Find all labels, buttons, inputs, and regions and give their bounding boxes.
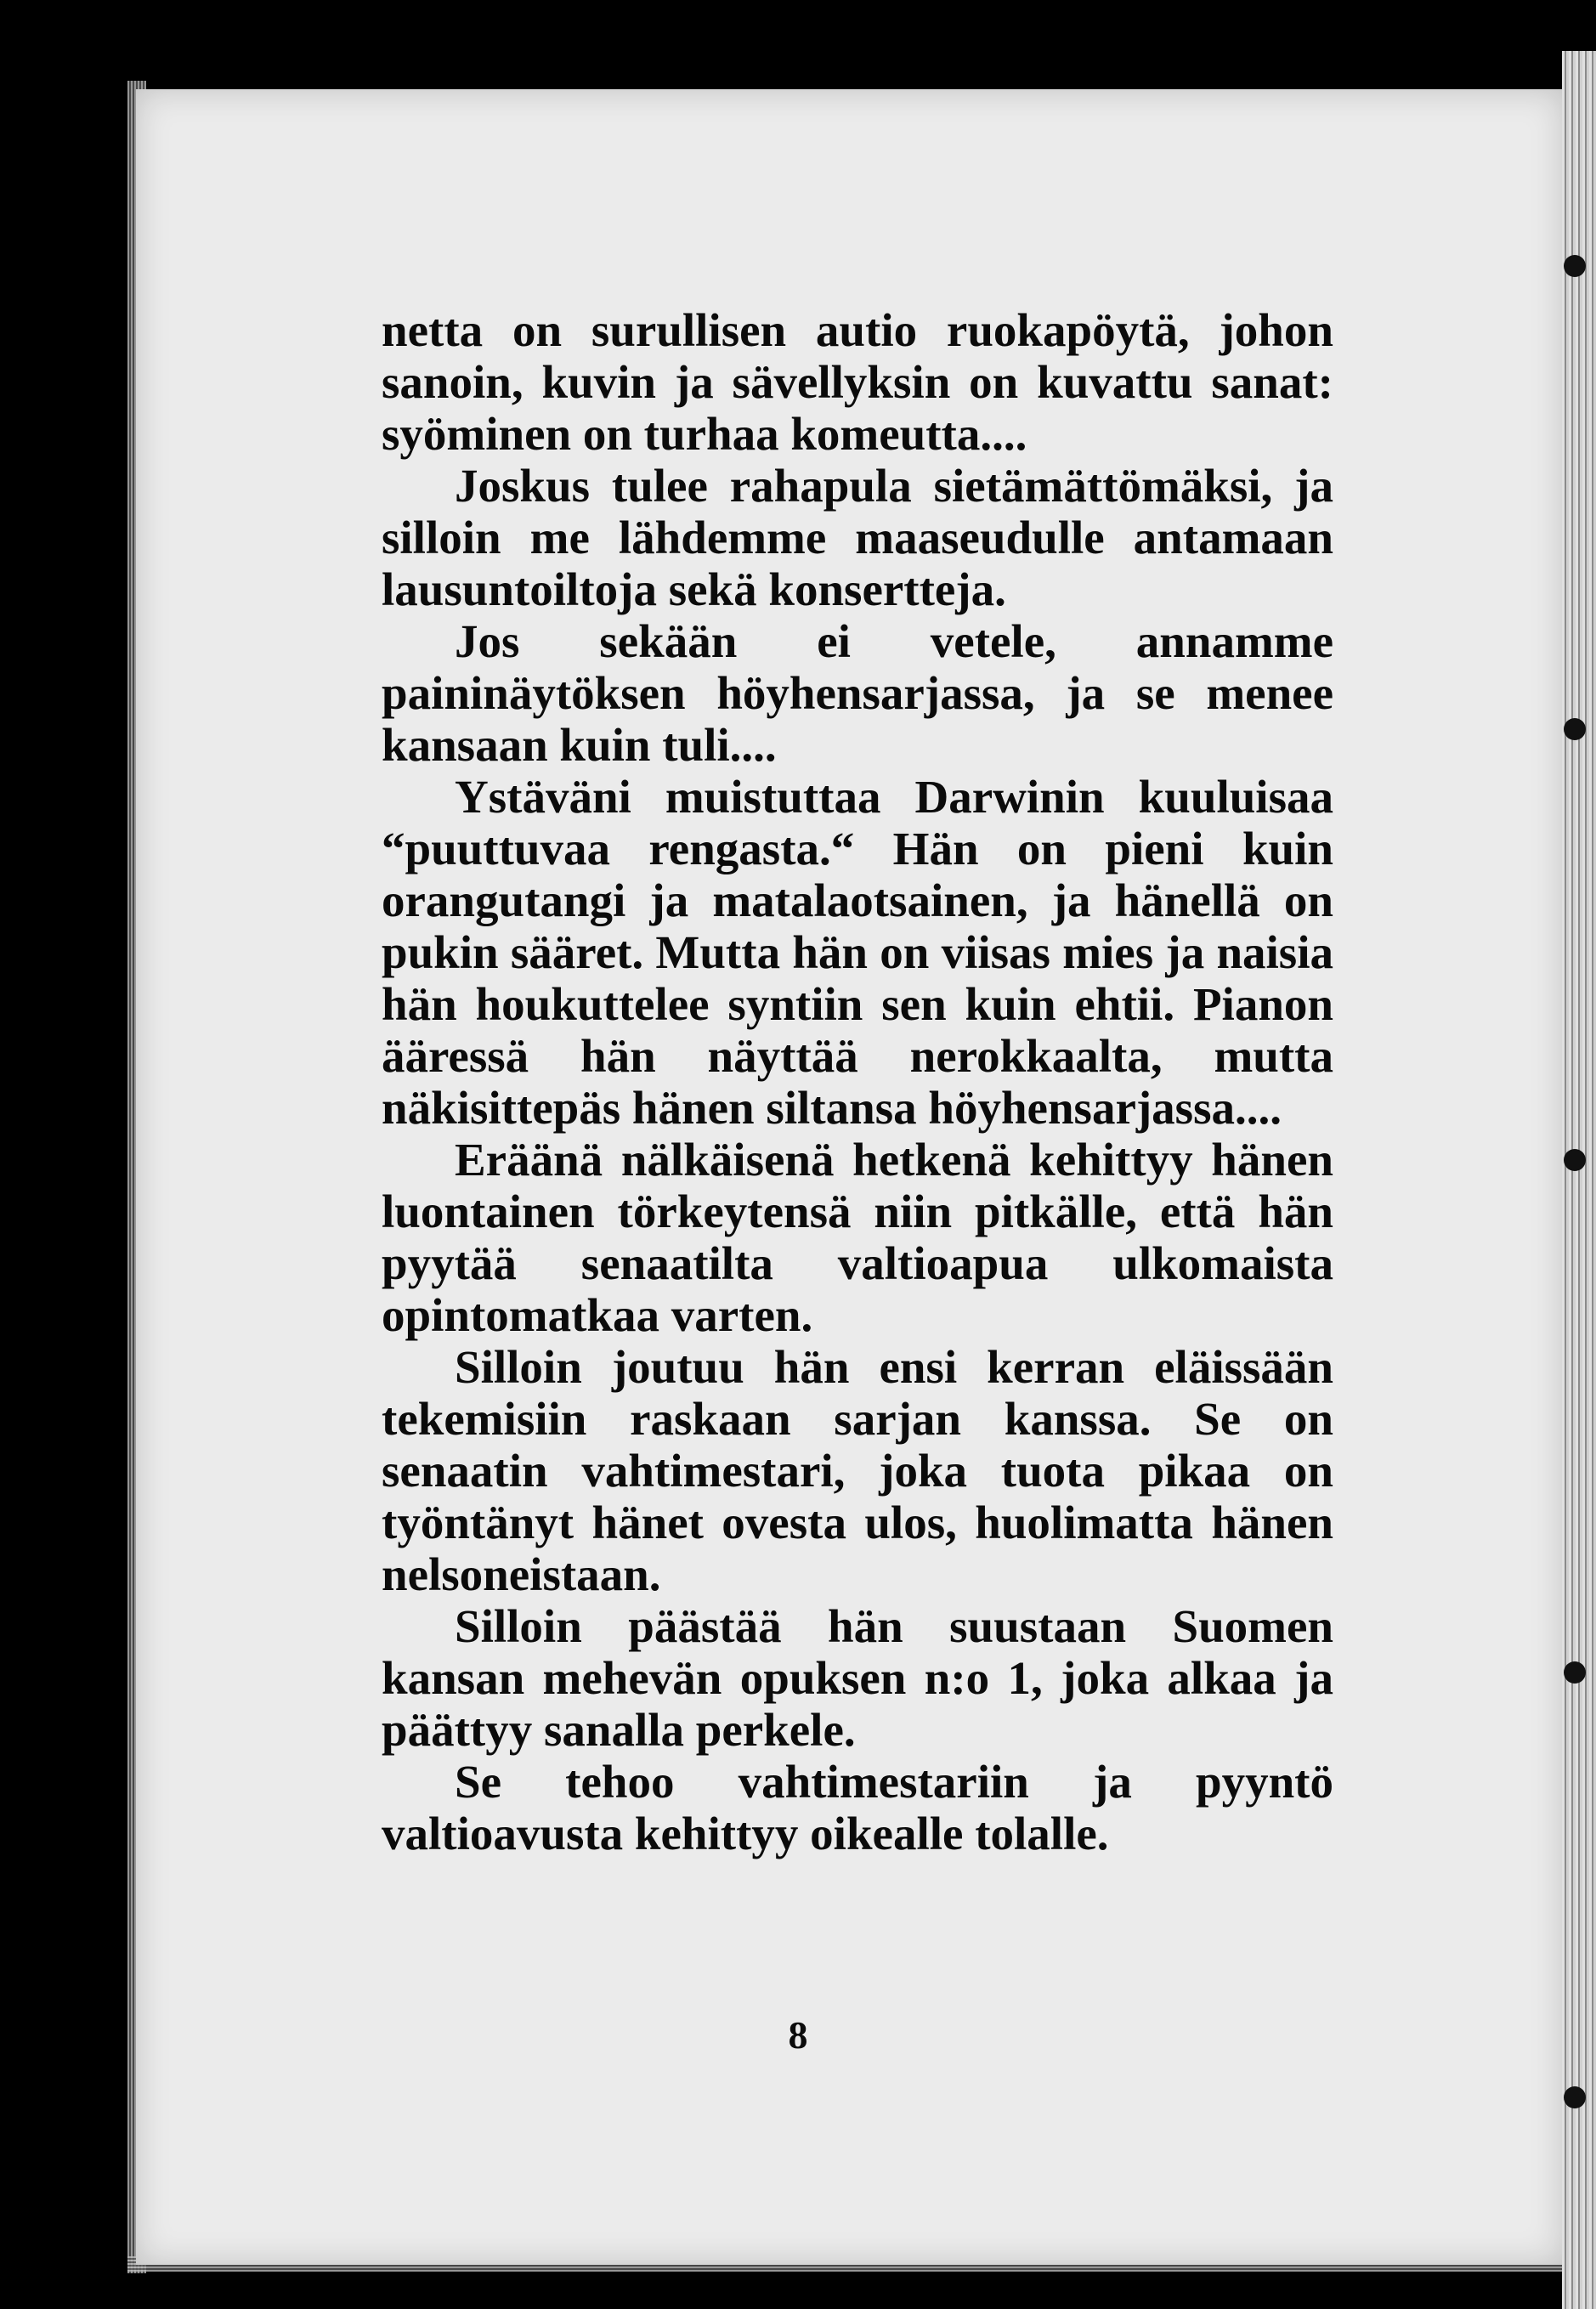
paragraph: Se tehoo vahtimestariin ja pyyntö valtioavusta kehittyy oikealle tolalle. [382,1756,1333,1859]
paragraph: Ystäväni muistuttaa Darwinin kuuluisaa “puuttuvaa rengasta.“ Hän on pieni kuin orangutangi ja matalaotsainen, ja hänellä on pukin sääret. Mutta hän on viisas mies ja naisia hän houkuttelee syntiin sen kuin ehtii. Pianon ääressä hän näyttää nerokkaalta, mutta näkisittepäs hänen siltansa höyhensarjassa.... [382,771,1333,1134]
paragraph: Silloin päästää hän suustaan Suomen kansan mehevän opuksen n:o 1, joka alkaa ja päättyy sanalla perkele. [382,1600,1333,1756]
paragraph: Silloin joutuu hän ensi kerran eläissään tekemisiin raskaan sarjan kanssa. Se on senaatin vahtimestari, joka tuota pikaa on työntänyt hänet ovesta ulos, huolimatta hänen nelsoneistaan. [382,1341,1333,1600]
body-text [382,304,1333,1859]
binding-stitch [1564,2086,1586,2108]
paragraph: Eräänä nälkäisenä hetkenä kehittyy hänen luontainen törkeytensä niin pitkälle, että hän pyytää senaatilta valtioapua ulkomaista opintomatkaa varten. [382,1134,1333,1341]
book-spine [1562,51,1596,2309]
binding-stitch [1564,718,1586,740]
paragraph: Jos sekään ei vetele, annamme paininäytöksen höyhensarjassa, ja se menee kansaan kuin tuli.... [382,615,1333,771]
binding-stitch [1564,255,1586,277]
binding-stitch [1564,1661,1586,1684]
page-number: 8 [788,2013,808,2057]
paragraph: Joskus tulee rahapula sietämättömäksi, ja silloin me lähdemme maaseudulle antamaan lausuntoiltoja sekä konsertteja. [382,460,1333,615]
paragraph: netta on surullisen autio ruokapöytä, johon sanoin, kuvin ja sävellyksin on kuvattu sanat: syöminen on turhaa komeutta.... [382,304,1333,460]
binding-stitch [1564,1149,1586,1171]
